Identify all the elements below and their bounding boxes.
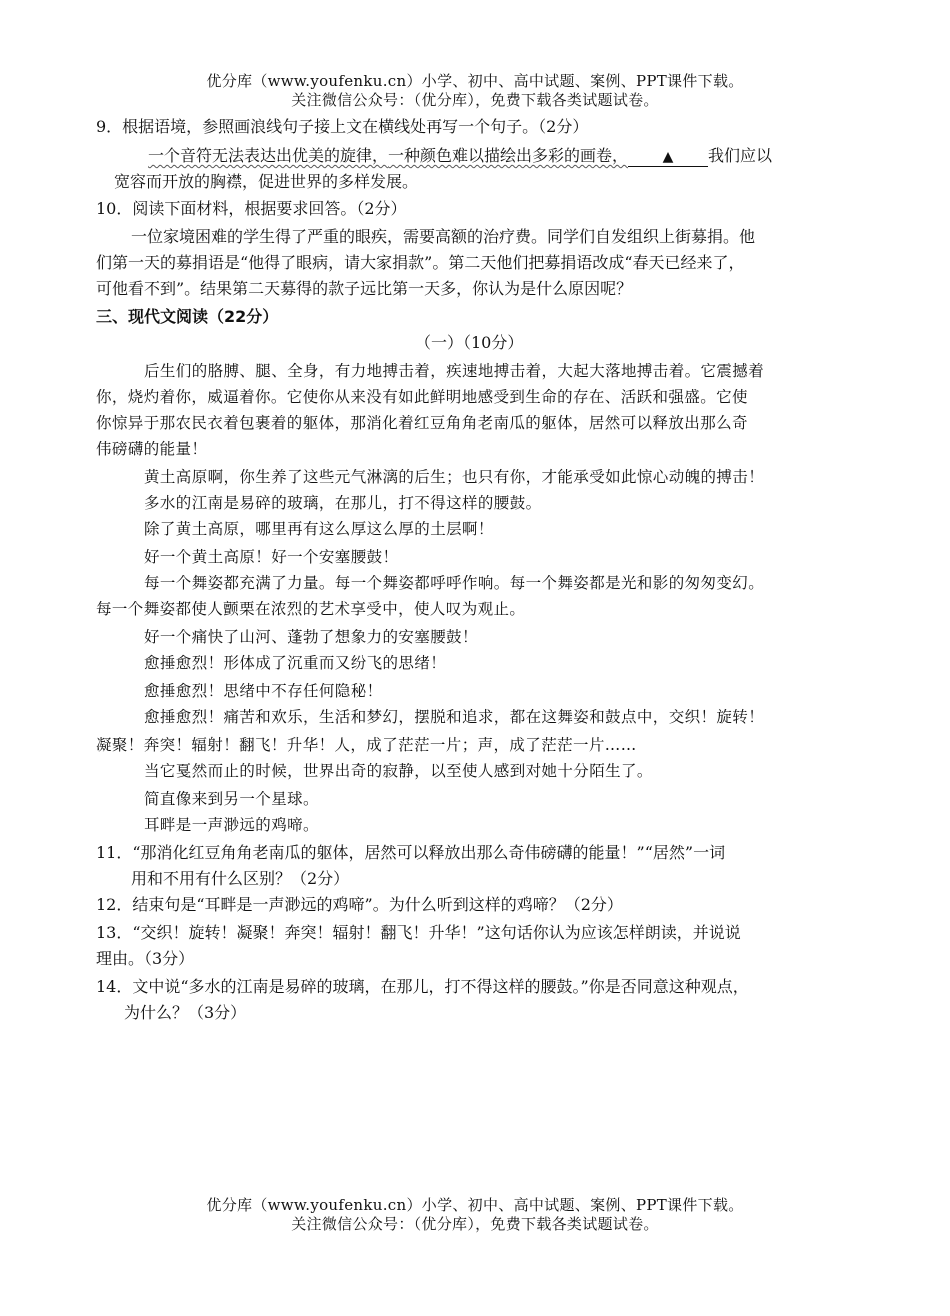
passage-line-15: 凝聚！奔突！辐射！翻飞！升华！人，成了茫茫一片；声，成了茫茫一片…… — [96, 736, 637, 754]
passage-line-4: 伟磅礴的能量！ — [96, 440, 208, 458]
passage-line-10: 每一个舞姿都使人颤栗在浓烈的艺术享受中，使人叹为观止。 — [96, 600, 526, 618]
q9-sentence — [148, 145, 772, 167]
passage-line-8: 好一个黄土高原！好一个安塞腰鼓！ — [144, 548, 399, 566]
q14-line-2: 为什么？（3分） — [124, 1003, 247, 1022]
passage-line-14: 愈捶愈烈！痛苦和欢乐，生活和梦幻，摆脱和追求，都在这舞姿和鼓点中，交织！旋转！ — [144, 708, 765, 726]
q10-para-1: 一位家境困难的学生得了严重的眼疾，需要高额的治疗费。同学们自发组织上街募捐。他 — [131, 227, 756, 246]
passage-line-17: 简直像来到另一个星球。 — [144, 790, 319, 808]
q9-line-2: 宽容而开放的胸襟，促进世界的多样发展。 — [114, 172, 419, 191]
passage-line-18: 耳畔是一声渺远的鸡啼。 — [144, 816, 319, 834]
footer-line-1: 优分库（www.youfenku.cn）小学、初中、高中试题、案例、PPT课件下载。 — [206, 1196, 744, 1214]
q11-line-2: 用和不用有什么区别？（2分） — [131, 869, 350, 888]
passage-line-1: 后生们的胳膊、腿、全身，有力地搏击着，疾速地搏击着，大起大落地搏击着。它震撼着 — [144, 362, 765, 380]
passage-line-12: 愈捶愈烈！形体成了沉重而又纷飞的思绪！ — [144, 654, 447, 672]
passage-line-16: 当它戛然而止的时候，世界出奇的寂静，以至使人感到对她十分陌生了。 — [144, 762, 653, 780]
footer-line-2: 关注微信公众号：（优分库），免费下载各类试题试卷。 — [291, 1215, 659, 1233]
q9-tail: 我们应以 — [708, 146, 773, 165]
header-line-2: 关注微信公众号：（优分库），免费下载各类试题试卷。 — [291, 91, 659, 109]
q12: 12．结束句是“耳畔是一声渺远的鸡啼”。为什么听到这样的鸡啼？（2分） — [96, 895, 623, 914]
q9-answer-blank[interactable]: ▲ — [628, 148, 708, 167]
q14-line-1: 14．文中说“多水的江南是易碎的玻璃，在那儿，打不得这样的腰鼓。”你是否同意这种观点， — [96, 977, 749, 996]
q13-line-2: 理由。（3分） — [96, 949, 195, 968]
q10-stem: 10．阅读下面材料，根据要求回答。（2分） — [96, 199, 407, 218]
passage-line-3: 你惊异于那农民衣着包裹着的躯体，那消化着红豆角角老南瓜的躯体，居然可以释放出那么奇 — [96, 414, 748, 432]
header-line-1: 优分库（www.youfenku.cn）小学、初中、高中试题、案例、PPT课件下载。 — [206, 72, 744, 90]
q9-wavy-sentence-1: 一个音符无法表达出优美的旋律， — [148, 146, 389, 165]
passage-line-9: 每一个舞姿都充满了力量。每一个舞姿都呼呼作响。每一个舞姿都是光和影的匆匆变幻。 — [144, 574, 765, 592]
q11-line-1: 11．“那消化红豆角角老南瓜的躯体，居然可以释放出那么奇伟磅礴的能量！”“居然”一词 — [96, 843, 726, 862]
passage-line-11: 好一个痛快了山河、蓬勃了想象力的安塞腰鼓！ — [144, 628, 478, 646]
passage-line-6: 多水的江南是易碎的玻璃，在那儿，打不得这样的腰鼓。 — [144, 494, 542, 512]
section-3-title: 三、现代文阅读（22分） — [96, 307, 279, 326]
q9-stem: 9．根据语境，参照画浪线句子接上文在横线处再写一个句子。（2分） — [96, 117, 589, 136]
passage-line-13: 愈捶愈烈！思绪中不存任何隐秘！ — [144, 682, 383, 700]
q9-wavy-sentence-2: 一种颜色难以描绘出多彩的画卷， — [388, 146, 629, 165]
passage-line-2: 你，烧灼着你，威逼着你。它使你从来没有如此鲜明地感受到生命的存在、活跃和强盛。它使 — [96, 388, 748, 406]
section-3-subtitle: （一）（10分） — [415, 333, 524, 352]
passage-line-7: 除了黄土高原，哪里再有这么厚这么厚的土层啊！ — [144, 520, 494, 538]
passage-line-5: 黄土高原啊，你生养了这些元气淋漓的后生；也只有你，才能承受如此惊心动魄的搏击！ — [144, 468, 765, 486]
q10-para-2: 们第一天的募捐语是“他得了眼病，请大家捐款”。第二天他们把募捐语改成“春天已经来了， — [96, 253, 745, 272]
q13-line-1: 13．“交织！旋转！凝聚！奔突！辐射！翻飞！升华！”这句话你认为应该怎样朗读，并说说 — [96, 923, 741, 942]
q10-para-3: 可他看不到”。结果第二天募得的款子远比第一天多，你认为是什么原因呢？ — [96, 279, 633, 298]
